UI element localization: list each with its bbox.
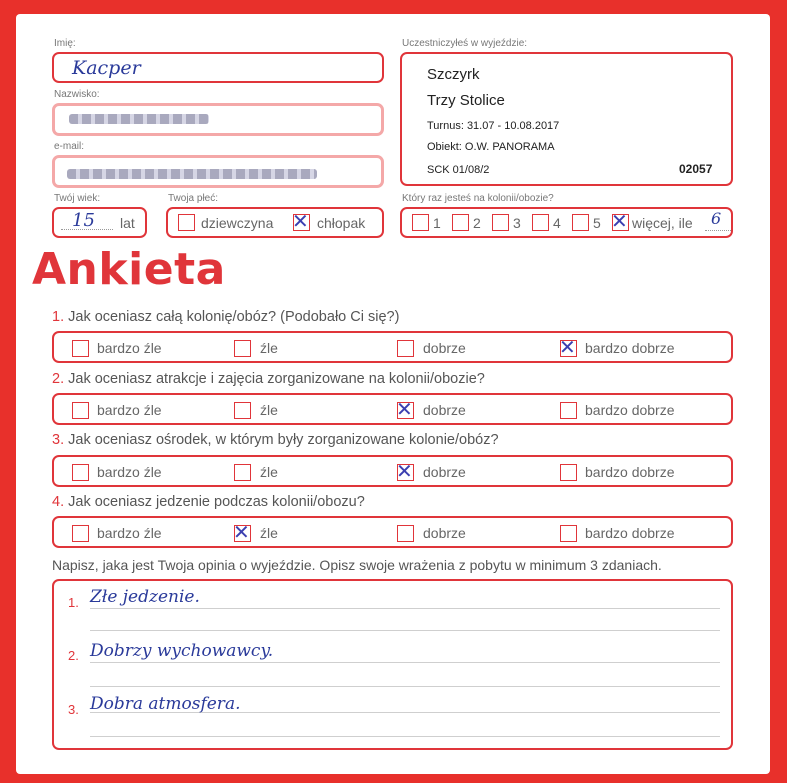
age-label: Twój wiek: <box>54 193 101 204</box>
q1-label-bad: źle <box>260 340 278 356</box>
trip-obiekt: Obiekt: O.W. PANORAMA <box>427 141 555 153</box>
opinion-prompt: Napisz, jaka jest Twoja opinia o wyjeździe. Opisz swoje wrażenia z pobytu w minimum 3 zdaniach. <box>52 557 662 573</box>
name-label: Imię: <box>54 38 76 49</box>
times-more-checkbox[interactable] <box>611 209 629 233</box>
email-label: e-mail: <box>54 141 85 152</box>
question-2: 2. Jak oceniasz atrakcje i zajęcia zorganizowane na kolonii/obozie? <box>52 371 485 387</box>
q2-option-bad[interactable] <box>234 402 251 419</box>
q4-option-good[interactable] <box>397 525 414 542</box>
question-1-options <box>52 331 733 363</box>
trip-name: Trzy Stolice <box>427 92 505 109</box>
q1-label-very-bad: bardzo źle <box>97 340 162 356</box>
q3-label-very-good: bardzo dobrze <box>585 464 675 480</box>
q3-option-very-bad[interactable] <box>72 464 89 481</box>
q4-label-good: dobrze <box>423 525 466 541</box>
email-redacted <box>67 169 317 179</box>
gender-boy-checkbox[interactable] <box>292 209 310 233</box>
survey-title: Ankieta <box>32 244 226 295</box>
q1-option-good[interactable] <box>397 340 414 357</box>
age-field[interactable] <box>52 207 147 238</box>
answer-line <box>90 630 720 631</box>
answer-line <box>90 686 720 687</box>
check-mark-icon: ✕ <box>233 520 250 544</box>
answer-line <box>90 662 720 663</box>
times-2-label: 2 <box>473 215 481 231</box>
gender-girl-checkbox[interactable] <box>178 214 195 231</box>
times-value: 6 <box>711 209 722 228</box>
times-3-checkbox[interactable] <box>492 214 509 231</box>
email-field[interactable] <box>52 155 384 188</box>
question-3-options <box>52 455 733 487</box>
question-1: 1. Jak oceniasz całą kolonię/obóz? (Podobało Ci się?) <box>52 309 400 325</box>
opinion-1-num: 1. <box>68 595 79 610</box>
trip-box <box>400 52 733 186</box>
q1-option-bad[interactable] <box>234 340 251 357</box>
check-mark-icon: ✕ <box>396 459 413 483</box>
question-3: 3. Jak oceniasz ośrodek, w którym były zorganizowane kolonie/obóz? <box>52 432 499 448</box>
q1-option-very-good[interactable] <box>559 335 577 359</box>
check-mark-icon: ✕ <box>396 397 413 421</box>
opinion-box[interactable] <box>52 579 733 750</box>
q2-option-very-bad[interactable] <box>72 402 89 419</box>
q2-option-good[interactable] <box>396 397 414 421</box>
opinion-3-num: 3. <box>68 702 79 717</box>
answer-line <box>90 736 720 737</box>
times-field <box>400 207 733 238</box>
q3-label-good: dobrze <box>423 464 466 480</box>
times-5-checkbox[interactable] <box>572 214 589 231</box>
q2-label-very-good: bardzo dobrze <box>585 402 675 418</box>
times-1-label: 1 <box>433 215 441 231</box>
times-3-label: 3 <box>513 215 521 231</box>
trip-turnus: Turnus: 31.07 - 10.08.2017 <box>427 120 560 132</box>
q4-option-very-good[interactable] <box>560 525 577 542</box>
q2-option-very-good[interactable] <box>560 402 577 419</box>
times-dotline <box>705 230 731 231</box>
gender-girl-label: dziewczyna <box>201 215 274 231</box>
times-4-checkbox[interactable] <box>532 214 549 231</box>
age-value: 15 <box>72 210 95 231</box>
check-mark-icon: ✕ <box>292 209 309 233</box>
times-4-label: 4 <box>553 215 561 231</box>
gender-label: Twoja płeć: <box>168 193 219 204</box>
q1-option-very-bad[interactable] <box>72 340 89 357</box>
trip-code: SCK 01/08/2 <box>427 164 490 176</box>
surname-field[interactable] <box>52 103 384 136</box>
q3-option-bad[interactable] <box>234 464 251 481</box>
check-mark-icon: ✕ <box>611 209 628 233</box>
q1-label-very-good: bardzo dobrze <box>585 340 675 356</box>
trip-label: Uczestniczyłeś w wyjeździe: <box>402 38 528 49</box>
q1-label-good: dobrze <box>423 340 466 356</box>
times-1-checkbox[interactable] <box>412 214 429 231</box>
question-4-options <box>52 516 733 548</box>
times-5-label: 5 <box>593 215 601 231</box>
surname-label: Nazwisko: <box>54 89 100 100</box>
q3-label-bad: źle <box>260 464 278 480</box>
question-4: 4. Jak oceniasz jedzenie podczas kolonii/obozu? <box>52 494 365 510</box>
opinion-2-num: 2. <box>68 648 79 663</box>
q2-label-good: dobrze <box>423 402 466 418</box>
q3-option-very-good[interactable] <box>560 464 577 481</box>
question-2-options <box>52 393 733 425</box>
q4-option-very-bad[interactable] <box>72 525 89 542</box>
q2-label-very-bad: bardzo źle <box>97 402 162 418</box>
check-mark-icon: ✕ <box>559 335 576 359</box>
times-more-label: więcej, ile <box>632 215 693 231</box>
age-unit: lat <box>120 215 135 231</box>
q4-option-bad[interactable] <box>233 520 251 544</box>
trip-place: Szczyrk <box>427 66 480 83</box>
times-2-checkbox[interactable] <box>452 214 469 231</box>
gender-boy-label: chłopak <box>317 215 366 231</box>
answer-line <box>90 608 720 609</box>
q3-label-very-bad: bardzo źle <box>97 464 162 480</box>
q4-label-very-good: bardzo dobrze <box>585 525 675 541</box>
times-label: Który raz jesteś na kolonii/obozie? <box>402 193 554 204</box>
opinion-3-text: Dobra atmosfera. <box>90 694 241 714</box>
opinion-1-text: Złe jedzenie. <box>90 587 200 607</box>
q3-option-good[interactable] <box>396 459 414 483</box>
q4-label-bad: źle <box>260 525 278 541</box>
q4-label-very-bad: bardzo źle <box>97 525 162 541</box>
opinion-2-text: Dobrzy wychowawcy. <box>90 641 274 661</box>
surname-redacted <box>69 114 209 124</box>
q2-label-bad: źle <box>260 402 278 418</box>
gender-field <box>166 207 384 238</box>
name-value: Kacper <box>72 57 141 79</box>
name-field[interactable] <box>52 52 384 83</box>
trip-number: 02057 <box>679 162 713 176</box>
